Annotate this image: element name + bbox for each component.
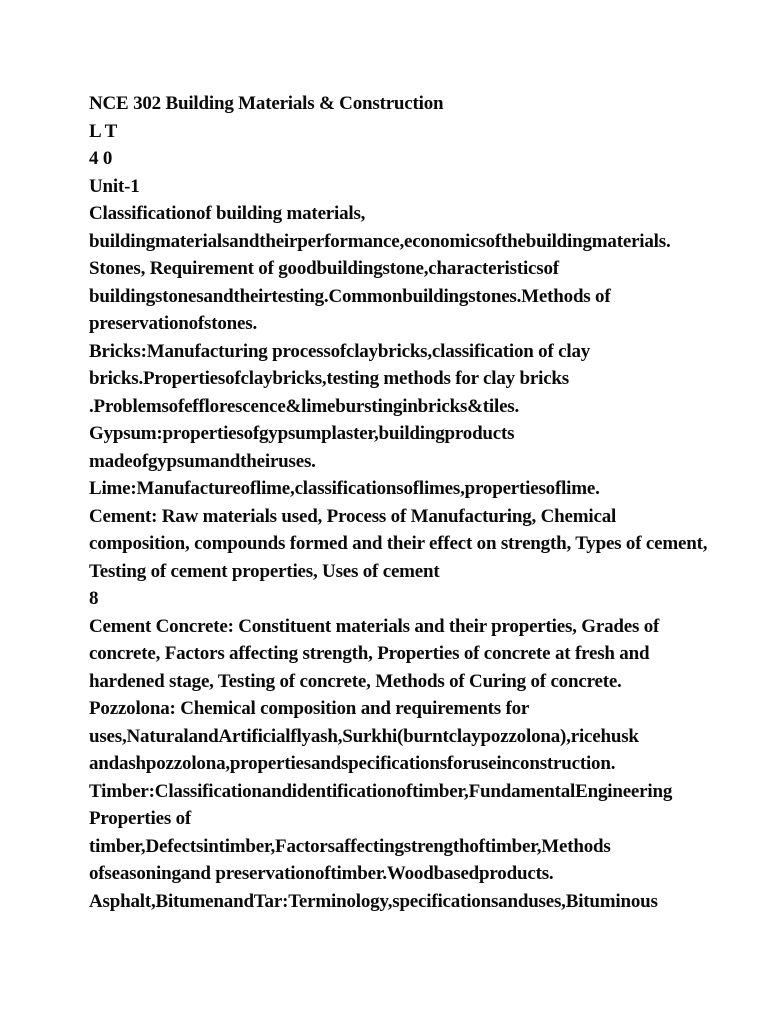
text-line-credits: 4 0 [89, 148, 113, 169]
text-line: buildingstonesandtheirtesting.Commonbuildingstones.Methods of [89, 285, 611, 307]
text-line: .Problemsofefflorescence&limeburstinginbricks&tiles. [89, 395, 520, 417]
text-line-hours: 8 [89, 588, 99, 609]
text-line: composition, compounds formed and their effect on strength, Types of cement, [89, 533, 708, 554]
text-line: bricks.Propertiesofclaybricks,testing methods for clay bricks [89, 368, 569, 389]
text-line: Asphalt,BitumenandTar:Terminology,specificationsanduses,Bituminous [89, 890, 658, 912]
text-line: Lime:Manufactureoflime,classificationsoflimes,propertiesoflime. [89, 478, 600, 499]
text-line: andashpozzolona,propertiesandspecificationsforuseinconstruction. [89, 753, 616, 774]
text-line: Stones, Requirement of goodbuildingstone,characteristicsof [89, 258, 559, 279]
unit-heading: Unit-1 [89, 175, 140, 197]
text-line: Classificationof building materials, [89, 203, 366, 224]
course-title: NCE 302 Building Materials & Construction [89, 93, 444, 114]
text-line: Bricks:Manufacturing processofclaybricks,classification of clay [89, 340, 591, 362]
text-line: Testing of cement properties, Uses of cement [89, 560, 440, 582]
text-line: hardened stage, Testing of concrete, Methods of Curing of concrete. [89, 670, 622, 692]
text-line: madeofgypsumandtheiruses. [89, 450, 316, 472]
text-line-lt: L T [89, 120, 118, 142]
text-line: ofseasoningand preservationoftimber.Woodbasedproducts. [89, 863, 554, 884]
text-line: Gypsum:propertiesofgypsumplaster,buildingproducts [89, 423, 515, 444]
text-line: Cement Concrete: Constituent materials and their properties, Grades of [89, 615, 660, 637]
text-line: Timber:Classificationandidentificationoftimber,FundamentalEngineering [89, 780, 673, 802]
text-line: Cement: Raw materials used, Process of Manufacturing, Chemical [89, 505, 617, 527]
text-line: Properties of [89, 808, 192, 829]
text-line: preservationofstones. [89, 313, 258, 334]
text-line: buildingmaterialsandtheirperformance,economicsofthebuildingmaterials. [89, 230, 671, 252]
text-line: timber,Defectsintimber,Factorsaffectingstrengthoftimber,Methods [89, 835, 611, 857]
syllabus-text-block [89, 90, 707, 915]
text-line: concrete, Factors affecting strength, Properties of concrete at fresh and [89, 643, 650, 664]
text-line: uses,NaturalandArtificialflyash,Surkhi(burntclaypozzolona),ricehusk [89, 725, 639, 747]
text-line: Pozzolona: Chemical composition and requirements for [89, 698, 530, 719]
